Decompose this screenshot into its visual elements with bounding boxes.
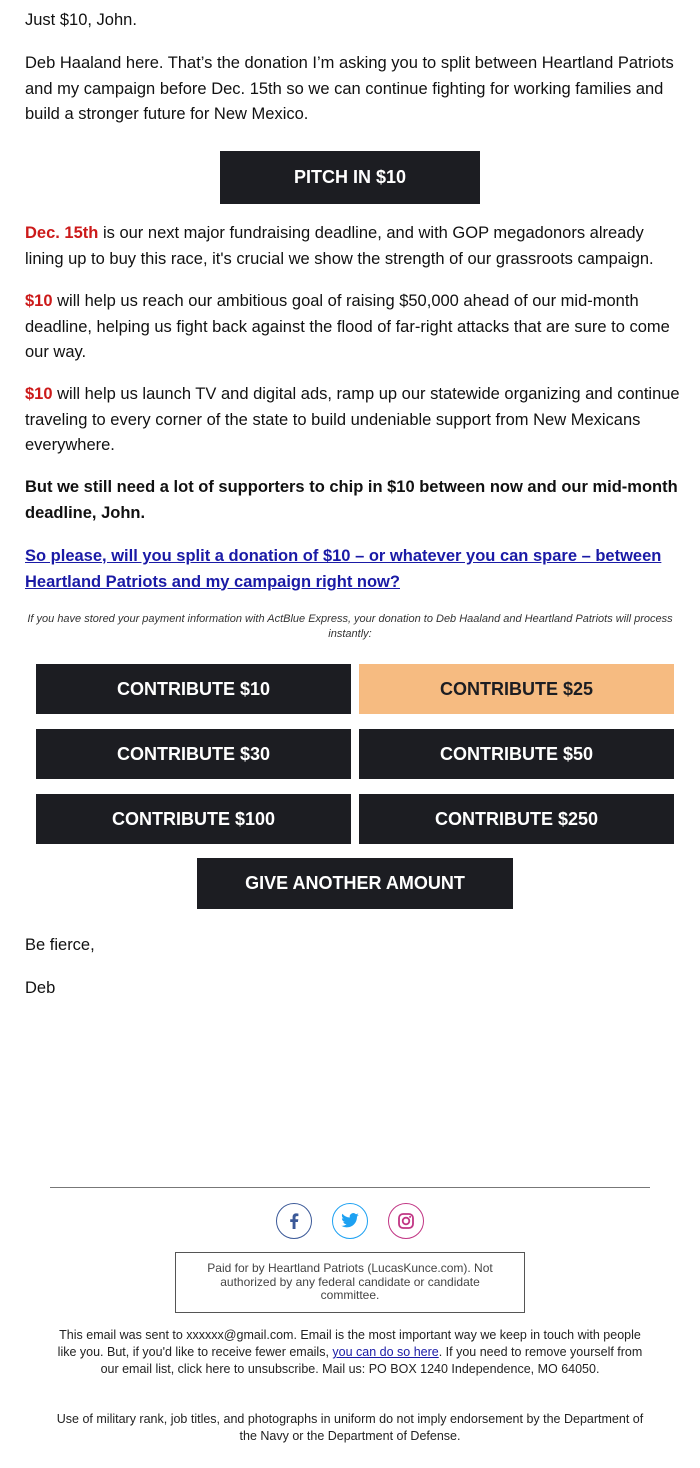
unsubscribe-text[interactable]: . If you need to remove yourself from our email list, click here to unsubscribe. Mail us: PO BOX 1240 Independence, MO 64050. (100, 1345, 643, 1376)
footer-email-notice (50, 1327, 650, 1378)
deadline-paragraph (25, 221, 680, 272)
military-disclaimer: Use of military rank, job titles, and photographs in uniform do not imply endorsement by the Department of the Navy or the Department of Defense. (56, 1412, 644, 1443)
recipient-email: xxxxxx@gmail.com (186, 1328, 294, 1342)
actblue-express-note: If you have stored your payment information with ActBlue Express, your donation to Deb Haaland and Heartland Patriots will process instantly: (27, 613, 673, 640)
deadline-text: is our next major fundraising deadline, and with GOP megadonors already lining up to buy this race, it's crucial we show the strength of our grassroots campaign. (25, 224, 654, 268)
contribute-30-button[interactable]: CONTRIBUTE $30 (36, 729, 351, 779)
paid-for-disclaimer: Paid for by Heartland Patriots (LucasKunce.com). Not authorized by any federal candidate or candidate committee. (175, 1252, 525, 1313)
contribute-250-button[interactable]: CONTRIBUTE $250 (359, 794, 674, 844)
signature: Deb (25, 979, 56, 997)
footer-sent-prefix: This email was sent to (59, 1328, 187, 1342)
donate-link[interactable]: So please, will you split a donation of $10 – or whatever you can spare – between Heartland Patriots and my campaign right now? (25, 547, 662, 591)
ads-highlight: $10 (25, 385, 53, 403)
fewer-emails-link[interactable]: you can do so here (332, 1345, 439, 1359)
contribute-10-button[interactable]: CONTRIBUTE $10 (36, 664, 351, 714)
instagram-icon[interactable] (388, 1203, 424, 1239)
goal-highlight: $10 (25, 292, 53, 310)
ads-paragraph (25, 382, 680, 459)
twitter-icon[interactable] (332, 1203, 368, 1239)
intro-paragraph: Deb Haaland here. That’s the donation I’m asking you to split between Heartland Patriots and my campaign before Dec. 15th so we can continue fighting for working families and build a stronger future for New Mexico. (25, 54, 674, 123)
supporters-paragraph: But we still need a lot of supporters to chip in $10 between now and our mid-month deadline, John. (25, 478, 678, 522)
contribute-50-button[interactable]: CONTRIBUTE $50 (359, 729, 674, 779)
footer-sent-suffix: . Email is the most important way we keep in touch with people like you. But, if you'd like to receive fewer emails, (57, 1328, 641, 1359)
pitch-in-button[interactable]: PITCH IN $10 (220, 151, 480, 204)
contribute-100-button[interactable]: CONTRIBUTE $100 (36, 794, 351, 844)
contribute-25-button[interactable]: CONTRIBUTE $25 (359, 664, 674, 714)
ads-text: will help us launch TV and digital ads, ramp up our statewide organizing and continue traveling to every corner of the state to build undeniable support from New Mexicans everywhere. (25, 385, 680, 454)
goal-text: will help us reach our ambitious goal of raising $50,000 ahead of our mid-month deadline, helping us fight back against the flood of far-right attacks that are sure to come our way. (25, 292, 670, 361)
goal-paragraph (25, 289, 680, 366)
greeting: Just $10, John. (25, 11, 137, 29)
footer-divider (50, 1187, 650, 1188)
deadline-highlight: Dec. 15th (25, 224, 99, 242)
ask-paragraph (25, 544, 680, 595)
signoff: Be fierce, (25, 936, 95, 954)
give-another-amount-button[interactable]: GIVE ANOTHER AMOUNT (197, 858, 513, 909)
facebook-icon[interactable] (276, 1203, 312, 1239)
